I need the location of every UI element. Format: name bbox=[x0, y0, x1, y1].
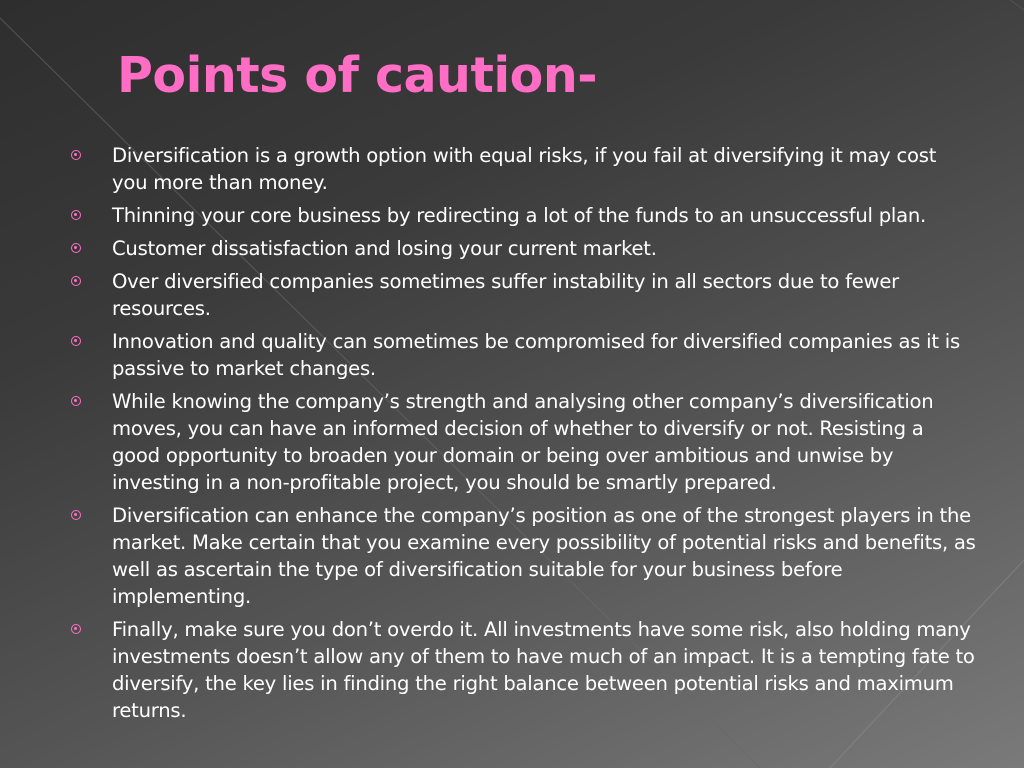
slide-title: Points of caution- bbox=[117, 47, 598, 104]
bullet-text: Diversification can enhance the company’s position as one of the strongest players in the market. Make certain that you examine every possibility of potential risks and benefits, as well as ascertain the type of diversification suitable for your business before implementing. bbox=[112, 504, 976, 608]
bullet-text: Over diversified companies sometimes suffer instability in all sectors due to fewer resources. bbox=[112, 270, 899, 320]
list-item bbox=[0, 202, 1024, 229]
bullet-text: Customer dissatisfaction and losing your current market. bbox=[112, 237, 657, 260]
list-item bbox=[0, 616, 1024, 724]
bullet-text: Diversification is a growth option with equal risks, if you fail at diversifying it may cost you more than money. bbox=[112, 144, 937, 194]
circled-dot-icon bbox=[71, 243, 81, 253]
circled-dot-icon bbox=[71, 336, 81, 346]
list-item bbox=[0, 328, 1024, 382]
circled-dot-icon bbox=[71, 510, 81, 520]
list-item bbox=[0, 388, 1024, 496]
bullet-text: Finally, make sure you don’t overdo it. All investments have some risk, also holding many investments doesn’t allow any of them to have much of an impact. It is a tempting fate to diversify, the key lies in finding the right balance between potential risks and maximum returns. bbox=[112, 618, 975, 722]
list-item bbox=[0, 502, 1024, 610]
bullet-text: Innovation and quality can sometimes be compromised for diversified companies as it is passive to market changes. bbox=[112, 330, 960, 380]
bullet-list bbox=[0, 142, 1024, 730]
list-item bbox=[0, 142, 1024, 196]
list-item bbox=[0, 268, 1024, 322]
circled-dot-icon bbox=[71, 276, 81, 286]
circled-dot-icon bbox=[71, 396, 81, 406]
list-item bbox=[0, 235, 1024, 262]
bullet-text: While knowing the company’s strength and analysing other company’s diversification moves, you can have an informed decision of whether to diversify or not. Resisting a good opportunity to broaden your domain or being over ambitious and unwise by investing in a non-profitable project, you should be smartly prepared. bbox=[112, 390, 934, 494]
circled-dot-icon bbox=[71, 210, 81, 220]
circled-dot-icon bbox=[71, 150, 81, 160]
bullet-text: Thinning your core business by redirecting a lot of the funds to an unsuccessful plan. bbox=[112, 204, 926, 227]
circled-dot-icon bbox=[71, 624, 81, 634]
